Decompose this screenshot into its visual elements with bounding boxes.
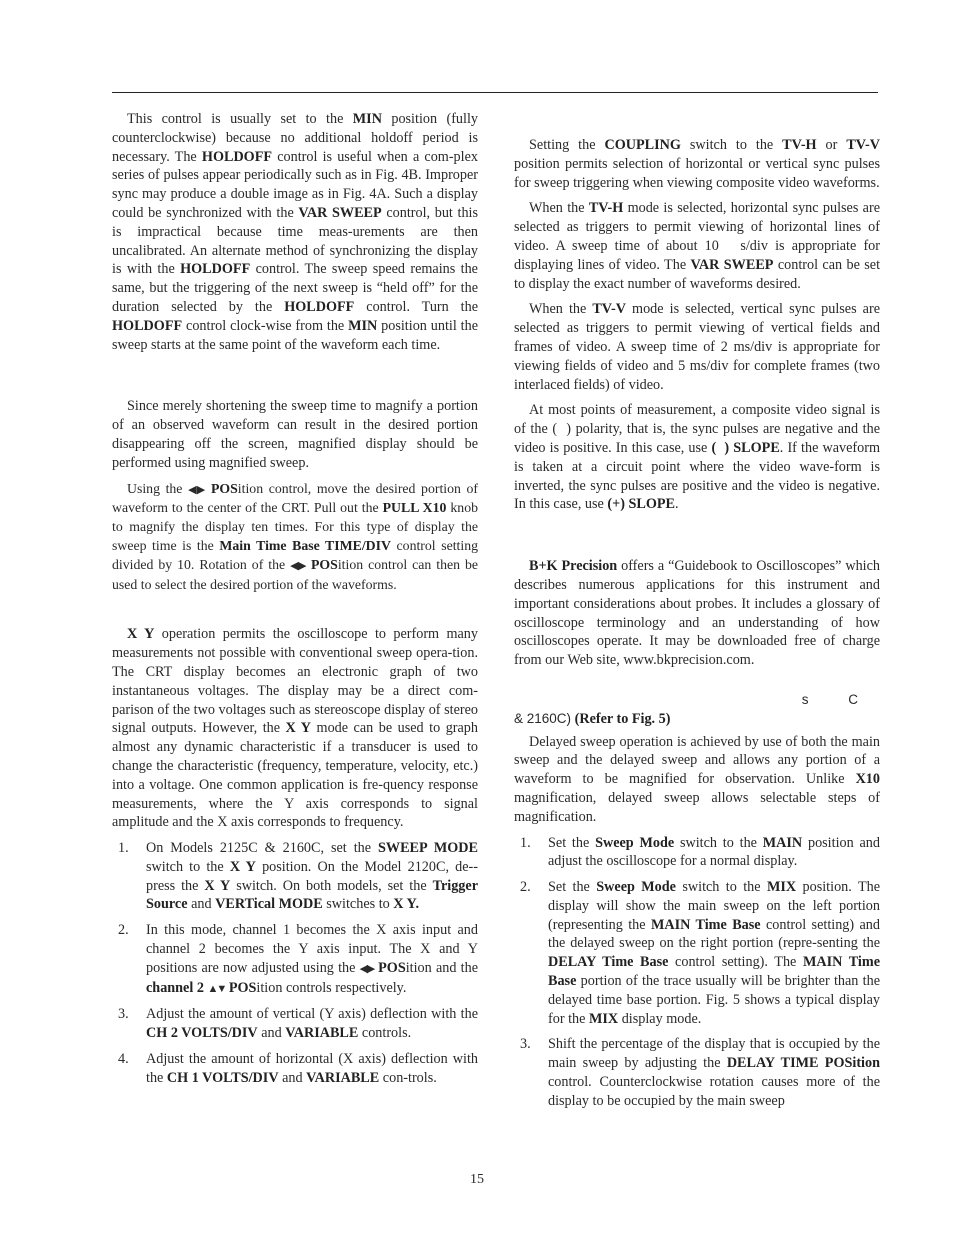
- xy-operation-paragraph: X Y operation permits the oscilloscope to perform many measurements not possible with conventional sweep opera-tion. The CRT display becomes an electronic graph of two instantaneous voltages. The display may be a direct com-parison of the two voltages such as stereoscope display of stereo signal outputs. However, the X Y mode can be used to graph almost any dynamic characteristic if a transducer is used to change the characteristic (frequency, temperature, velocity, etc.) into a voltage. One common application is fre-quency response measurements, where the Y axis corresponds to signal amplitude and the X axis corresponds to frequency.: [112, 626, 478, 831]
- magnified-sweep-procedure: Using the ◀▶ POSition control, move the desired portion of waveform to the center of the CRT. Pull out the PULL X10 knob to magnify the display ten times. For this type of display the sweep time is the Main Time Base TIME/DIV control setting divided by 10. Rotation of the ◀▶ POSition control can then be used to select the desired portion of the waveforms.: [112, 480, 479, 592]
- delayed-sweep-steps-list: [514, 834, 880, 1111]
- list-item: 1. Set the Sweep Mode switch to the MAIN position and adjust the oscilloscope for a normal display.: [520, 834, 880, 870]
- tv-coupling-paragraph: Setting the COUPLING switch to the TV-H or TV-V position permits selection of horizontal or vertical sync pulses for sweep triggering when viewing composite video waveforms.: [514, 137, 880, 191]
- tv-h-paragraph: When the TV-H mode is selected, horizontal sync pulses are selected as triggers to permit viewing of horizontal lines of video. A sweep time of about 10 s/div is appropriate for displaying lines of video. The VAR SWEEP control can be set to display the exact number of waveforms desired.: [514, 200, 881, 292]
- left-column: [112, 110, 478, 1095]
- up-down-arrows-icon: ▲▼: [207, 982, 226, 995]
- list-item: 2. Set the Sweep Mode switch to the MIX position. The display will show the main sweep on the left portion (representing the MAIN Time Base control setting) and the delayed sweep on the right portion (repre-senting the DELAY Time Base control setting). The MAIN Time Base portion of the trace usually will be brighter than the delayed time base portion. Fig. 5 shows a typical display for the MIX display mode.: [520, 879, 881, 1027]
- magnified-sweep-paragraph: Since merely shortening the sweep time to magnify a portion of an observed waveform can result in the desired portion disappearing off the screen, magnified display should be performed using magnified sweep.: [112, 398, 478, 471]
- xy-steps-list: [112, 839, 478, 1088]
- page-number: 15: [470, 1172, 484, 1187]
- guidebook-paragraph: B+K Precision offers a “Guidebook to Oscilloscopes” which describes numerous applications for this instrument and important considerations about probes. It includes a glossary of oscilloscope terminology and an understanding of how oscilloscopes operate. It may be downloaded free of charge from our Web site, www.bkprecision.com.: [514, 558, 880, 669]
- list-item: 1. On Models 2125C & 2160C, set the SWEEP MODE switch to the X Y position. On the Model 2120C, de--press the X Y switch. On both models, set the Trigger Source and VERTical MODE switches to X Y.: [118, 840, 478, 913]
- heading-model-fragment: & 2160C): [514, 710, 572, 726]
- delayed-sweep-paragraph: Delayed sweep operation is achieved by use of both the main sweep and the delayed sweep and allows any portion of a waveform to be magnified for observation. Unlike X10 magnification, delayed sweep allows selectable steps of magnification.: [514, 733, 880, 825]
- right-column: [514, 136, 880, 1118]
- left-right-arrows-icon: ◀▶: [359, 962, 374, 975]
- list-item: 4. Adjust the amount of horizontal (X axis) deflection with the CH 1 VOLTS/DIV and VARIABLE con-trols.: [118, 1051, 478, 1086]
- list-item: 3. Shift the percentage of the display that is occupied by the main sweep by adjusting the DELAY TIME POSition control. Counterclockwise rotation causes more of the display to be occupied by the main sweep: [520, 1036, 880, 1109]
- polarity-paragraph: At most points of measurement, a composite video signal is of the ( ) polarity, that is, the sync pulses are negative and the video is positive. In this case, use ( ) SLOPE. If the waveform is taken at a circuit point where the video wave-form is inverted, the sync pulses are positive and the video is negative. In this case, use (+) SLOPE.: [514, 402, 880, 513]
- delayed-sweep-heading-fragment: s C: [801, 691, 876, 707]
- figure-reference: (Refer to Fig. 5): [574, 710, 671, 727]
- left-right-arrows-icon: ◀▶: [188, 483, 206, 496]
- delayed-sweep-heading: [514, 710, 880, 729]
- left-right-arrows-icon: ◀▶: [290, 559, 307, 572]
- list-item: 3. Adjust the amount of vertical (Y axis) deflection with the CH 2 VOLTS/DIV and VARIABLE controls.: [118, 1006, 478, 1042]
- tv-v-paragraph: When the TV-V mode is selected, vertical sync pulses are selected as triggers to permit viewing of vertical fields and frames of video. A sweep time of 2 ms/div is appropriate for viewing fields of video and 5 ms/div for complete frames (two interlaced fields) of video.: [514, 301, 880, 393]
- header-rule: [112, 92, 878, 93]
- list-item: 2. In this mode, channel 1 becomes the X axis input and channel 2 becomes the Y axis input. The X and Y positions are now adjusted using the ◀▶ POSition and the channel 2 ▲▼ POSition controls respectively.: [118, 922, 478, 996]
- holdoff-paragraph: This control is usually set to the MIN position (fully counterclockwise) because no additional holdoff period is necessary. The HOLDOFF control is useful when a com-plex series of pulses appear periodically such as in Fig. 4B. Improper sync may produce a double image as in Fig. 4A. Such a display could be synchronized with the VAR SWEEP control, but this is impractical because time meas-urements are then uncalibrated. An alternate method of synchronizing the display is with the HOLDOFF control. The sweep speed remains the same, but the triggering of the next sweep is “held off” for the duration selected by the HOLDOFF control. Turn the HOLDOFF control clock-wise from the MIN position until the sweep starts at the same point of the waveform each time.: [112, 111, 479, 353]
